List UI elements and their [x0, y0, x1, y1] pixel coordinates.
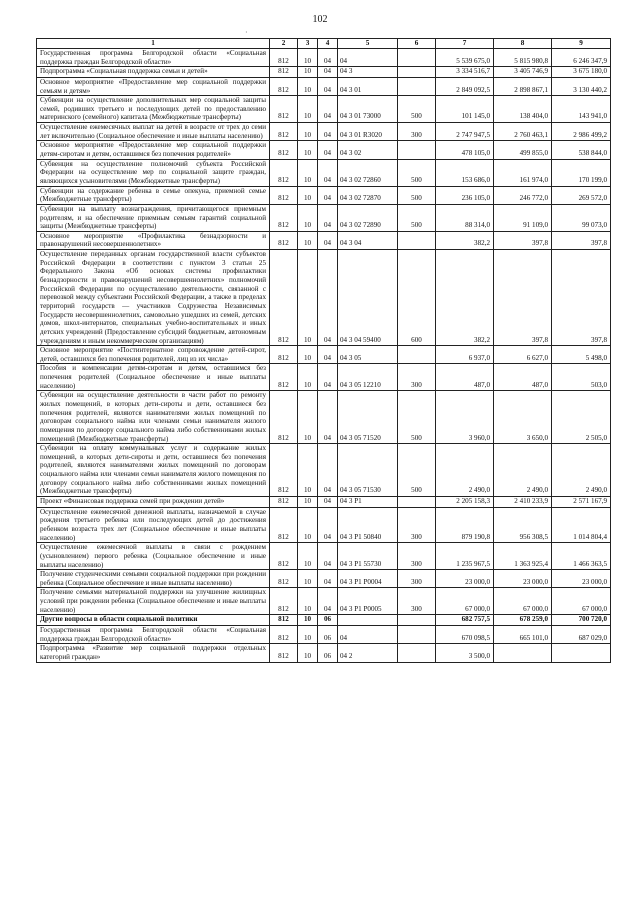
- row-name: Осуществление ежемесячной выплаты в связи с рождением (усыновлением) первого ребенка (Социальное обеспечение и иные выплаты населению): [37, 543, 270, 570]
- col-amount-year1: 67 000,0: [436, 588, 494, 615]
- col-subsection: 04: [318, 123, 338, 141]
- col-amount-year2: 678 259,0: [494, 615, 552, 626]
- col-amount-year2: [494, 644, 552, 662]
- col-subsection: 04: [318, 346, 338, 364]
- col-expense-type: [398, 141, 436, 159]
- col-subsection: 04: [318, 497, 338, 508]
- col-amount-year2: 67 000,0: [494, 588, 552, 615]
- col-expense-type: 300: [398, 123, 436, 141]
- header-cell: 4: [318, 39, 338, 49]
- col-section: 10: [298, 96, 318, 123]
- col-amount-year3: 538 844,0: [552, 141, 611, 159]
- col-amount-year3: 397,8: [552, 250, 611, 346]
- col-amount-year2: 499 855,0: [494, 141, 552, 159]
- col-expense-type: 500: [398, 159, 436, 186]
- col-section: 10: [298, 123, 318, 141]
- col-expense-type: [398, 231, 436, 249]
- col-subsection: 04: [318, 570, 338, 588]
- col-subsection: 04: [318, 364, 338, 391]
- col-section: 10: [298, 159, 318, 186]
- col-section: 10: [298, 543, 318, 570]
- col-ministry: 812: [270, 391, 298, 444]
- col-section: 10: [298, 507, 318, 543]
- col-amount-year1: 682 757,5: [436, 615, 494, 626]
- col-amount-year3: 99 073,0: [552, 204, 611, 231]
- col-amount-year1: 2 747 947,5: [436, 123, 494, 141]
- col-target-article: 04 3 05 12210: [338, 364, 398, 391]
- col-expense-type: [398, 626, 436, 644]
- col-amount-year1: 478 105,0: [436, 141, 494, 159]
- col-ministry: 812: [270, 231, 298, 249]
- table-row: [37, 250, 611, 346]
- table-row: [37, 77, 611, 95]
- col-amount-year1: 236 105,0: [436, 186, 494, 204]
- col-amount-year2: 161 974,0: [494, 159, 552, 186]
- col-subsection: 04: [318, 141, 338, 159]
- header-row: [37, 39, 611, 49]
- row-name: Субвенции на осуществление дополнительных мер социальной защиты семей, родивших третьего и последующих детей по предоставлению материнского (семейного) капитала (Межбюджетные трансферты): [37, 96, 270, 123]
- col-expense-type: 500: [398, 186, 436, 204]
- scan-mark: ·: [245, 28, 248, 37]
- col-target-article: 04 3 P1 50840: [338, 507, 398, 543]
- row-name: Субвенции на выплату вознаграждения, причитающегося приемным родителям, и на обеспечение приемным семьям гарантий социальной защиты (Межбюджетные трансферты): [37, 204, 270, 231]
- col-ministry: 812: [270, 644, 298, 662]
- col-subsection: 04: [318, 543, 338, 570]
- col-section: 10: [298, 444, 318, 497]
- table-row: [37, 96, 611, 123]
- row-name: Подпрограмма «Развитие мер социальной поддержки отдельных категорий граждан»: [37, 644, 270, 662]
- col-subsection: 04: [318, 250, 338, 346]
- col-target-article: 04 3 02 72860: [338, 159, 398, 186]
- col-amount-year3: 3 675 180,0: [552, 67, 611, 78]
- row-name: Осуществление ежемесячных выплат на детей в возрасте от трех до семи лет включительно (Социальное обеспечение и иные выплаты населению): [37, 123, 270, 141]
- col-expense-type: 300: [398, 588, 436, 615]
- col-amount-year1: 879 190,8: [436, 507, 494, 543]
- col-target-article: 04 3 01: [338, 77, 398, 95]
- col-target-article: 04 3: [338, 67, 398, 78]
- col-target-article: 04 3 04 59400: [338, 250, 398, 346]
- col-ministry: 812: [270, 49, 298, 67]
- table-row: [37, 159, 611, 186]
- col-section: 10: [298, 626, 318, 644]
- table-row: [37, 497, 611, 508]
- header-cell: 3: [298, 39, 318, 49]
- col-amount-year2: 91 109,0: [494, 204, 552, 231]
- col-amount-year2: 246 772,0: [494, 186, 552, 204]
- col-section: 10: [298, 77, 318, 95]
- col-amount-year3: 2 571 167,9: [552, 497, 611, 508]
- col-subsection: 04: [318, 96, 338, 123]
- col-subsection: 04: [318, 231, 338, 249]
- table-row: [37, 364, 611, 391]
- page-number: 102: [312, 14, 328, 25]
- col-target-article: 04 2: [338, 644, 398, 662]
- row-name: Субвенции на осуществление деятельности в части работ по ремонту жилых помещений, в которых дети-сироты и дети, оставшиеся без попечения родителей, являются нанимателями жилых помещений по договорам социального найма или членами семьи нанимателя жилого помещения по договору социального найма либо собственниками жилых помещений (Межбюджетные трансферты): [37, 391, 270, 444]
- table-row: [37, 67, 611, 78]
- row-name: Субвенция на осуществление полномочий субъекта Российской Федерации на осуществление мер по социальной защите граждан, являющихся усыновителями (Межбюджетные трансферты): [37, 159, 270, 186]
- col-amount-year3: 1 466 363,5: [552, 543, 611, 570]
- header-cell: 8: [494, 39, 552, 49]
- col-expense-type: 500: [398, 444, 436, 497]
- col-ministry: 812: [270, 615, 298, 626]
- col-expense-type: [398, 497, 436, 508]
- col-amount-year3: 2 986 499,2: [552, 123, 611, 141]
- col-section: 10: [298, 497, 318, 508]
- col-amount-year3: 67 000,0: [552, 588, 611, 615]
- col-subsection: 06: [318, 644, 338, 662]
- row-name: Получение семьями материальной поддержки на улучшение жилищных условий при рождении ребенка (Социальное обеспечение и иные выплаты населению): [37, 588, 270, 615]
- header-cell: 1: [37, 39, 270, 49]
- col-amount-year3: 6 246 347,9: [552, 49, 611, 67]
- table-row: [37, 204, 611, 231]
- col-target-article: 04 3 05: [338, 346, 398, 364]
- col-ministry: 812: [270, 346, 298, 364]
- col-amount-year1: 2 205 158,3: [436, 497, 494, 508]
- col-expense-type: 500: [398, 204, 436, 231]
- col-amount-year1: 1 235 967,5: [436, 543, 494, 570]
- table-row: [37, 346, 611, 364]
- row-name: Государственная программа Белгородской области «Социальная поддержка граждан Белгородской области»: [37, 49, 270, 67]
- col-section: 10: [298, 570, 318, 588]
- col-amount-year1: 382,2: [436, 250, 494, 346]
- col-target-article: 04 3 02 72890: [338, 204, 398, 231]
- row-name: Основное мероприятие «Предоставление мер социальной поддержки детям-сиротам и детям, оставшимся без попечения родителей»: [37, 141, 270, 159]
- col-expense-type: 500: [398, 391, 436, 444]
- col-subsection: 04: [318, 391, 338, 444]
- col-amount-year1: 487,0: [436, 364, 494, 391]
- col-amount-year3: 397,8: [552, 231, 611, 249]
- col-amount-year1: 23 000,0: [436, 570, 494, 588]
- col-section: 10: [298, 49, 318, 67]
- col-amount-year2: 2 760 463,1: [494, 123, 552, 141]
- col-subsection: 06: [318, 615, 338, 626]
- col-amount-year3: 143 941,0: [552, 96, 611, 123]
- table-row: [37, 626, 611, 644]
- table-row: [37, 543, 611, 570]
- col-ministry: 812: [270, 543, 298, 570]
- col-amount-year1: 2 849 092,5: [436, 77, 494, 95]
- col-ministry: 812: [270, 186, 298, 204]
- col-amount-year3: 2 505,0: [552, 391, 611, 444]
- col-target-article: 04 3 04: [338, 231, 398, 249]
- col-amount-year2: 2 898 867,1: [494, 77, 552, 95]
- col-subsection: 06: [318, 626, 338, 644]
- table-row: [37, 391, 611, 444]
- row-name: Получение студенческими семьями социальной поддержки при рождении ребенка (Социальное обеспечение и иные выплаты населению): [37, 570, 270, 588]
- table-row: [37, 444, 611, 497]
- row-name: Осуществление переданных органам государственной власти субъектов Российской Федерации в соответствии с пунктом 3 статьи 25 Федерального Закона «Об основах системы профилактики безнадзорности и правонарушений несовершеннолетних» полномочий Российской Федерации по осуществлению деятельности, связанной с перевозкой между субъектами Российской Федерации, а также в пределах территорий государств — участников Содружества Независимых Государств несовершеннолетних, самовольно ушедших из семей, детских домов, школ-интернатов, специальных учебно-воспитательных и иных детских учреждений (Предоставление субсидий бюджетным, автономным учреждениям и иным некоммерческим организациям): [37, 250, 270, 346]
- col-expense-type: [398, 346, 436, 364]
- col-target-article: 04: [338, 49, 398, 67]
- row-name: Осуществление ежемесячной денежной выплаты, назначаемой в случае рождения третьего ребенка или последующих детей до достижения ребенком возраста трех лет (Социальное обеспечение и иные выплаты населению): [37, 507, 270, 543]
- row-name: Субвенции на оплату коммунальных услуг и содержание жилых помещений, в которых дети-сироты и дети, оставшиеся без попечения родителей, являются нанимателями жилых помещений по договорам социального найма или членами семьи нанимателя жилого помещения по договору социального найма либо собственниками жилых помещений (Межбюджетные трансферты): [37, 444, 270, 497]
- col-amount-year3: 2 490,0: [552, 444, 611, 497]
- col-amount-year1: 6 937,0: [436, 346, 494, 364]
- col-amount-year2: 397,8: [494, 231, 552, 249]
- row-name: Основное мероприятие «Профилактика безнадзорности и правонарушений несовершеннолетних»: [37, 231, 270, 249]
- col-ministry: 812: [270, 570, 298, 588]
- col-ministry: 812: [270, 77, 298, 95]
- col-subsection: 04: [318, 507, 338, 543]
- col-ministry: 812: [270, 96, 298, 123]
- col-expense-type: 300: [398, 570, 436, 588]
- row-name: Основное мероприятие «Постинтернатное сопровождение детей-сирот, детей, оставшихся без попечения родителей, лиц из их числа»: [37, 346, 270, 364]
- col-expense-type: [398, 67, 436, 78]
- col-expense-type: 600: [398, 250, 436, 346]
- table-row: [37, 644, 611, 662]
- row-name: Проект «Финансовая поддержка семей при рождении детей»: [37, 497, 270, 508]
- col-amount-year1: 670 098,5: [436, 626, 494, 644]
- col-target-article: 04 3 01 R3020: [338, 123, 398, 141]
- table-row: [37, 123, 611, 141]
- col-ministry: 812: [270, 507, 298, 543]
- col-expense-type: [398, 49, 436, 67]
- col-amount-year2: 2 490,0: [494, 444, 552, 497]
- col-section: 10: [298, 588, 318, 615]
- col-amount-year3: 503,0: [552, 364, 611, 391]
- table-row: [37, 570, 611, 588]
- col-ministry: 812: [270, 141, 298, 159]
- col-ministry: 812: [270, 626, 298, 644]
- col-expense-type: [398, 615, 436, 626]
- col-amount-year1: 3 960,0: [436, 391, 494, 444]
- col-expense-type: 300: [398, 543, 436, 570]
- col-target-article: 04 3 01 73000: [338, 96, 398, 123]
- col-amount-year2: 1 363 925,4: [494, 543, 552, 570]
- col-amount-year1: 3 334 516,7: [436, 67, 494, 78]
- header-cell: 6: [398, 39, 436, 49]
- col-section: 10: [298, 391, 318, 444]
- table-row: [37, 507, 611, 543]
- col-amount-year3: 700 720,0: [552, 615, 611, 626]
- col-target-article: 04: [338, 626, 398, 644]
- col-amount-year3: 3 130 440,2: [552, 77, 611, 95]
- col-section: 10: [298, 231, 318, 249]
- col-amount-year3: 5 498,0: [552, 346, 611, 364]
- col-ministry: 812: [270, 123, 298, 141]
- col-amount-year2: 665 101,0: [494, 626, 552, 644]
- col-target-article: 04 3 P1 P0004: [338, 570, 398, 588]
- col-amount-year2: 3 405 746,9: [494, 67, 552, 78]
- col-subsection: 04: [318, 588, 338, 615]
- col-section: 10: [298, 615, 318, 626]
- col-subsection: 04: [318, 186, 338, 204]
- col-amount-year2: 487,0: [494, 364, 552, 391]
- col-amount-year3: 170 199,0: [552, 159, 611, 186]
- col-section: 10: [298, 186, 318, 204]
- col-expense-type: 500: [398, 96, 436, 123]
- col-section: 10: [298, 644, 318, 662]
- col-amount-year2: 6 627,0: [494, 346, 552, 364]
- budget-table: [36, 38, 611, 663]
- col-section: 10: [298, 364, 318, 391]
- col-target-article: 04 3 P1: [338, 497, 398, 508]
- col-amount-year1: 5 539 675,0: [436, 49, 494, 67]
- row-name: Подпрограмма «Социальная поддержка семьи и детей»: [37, 67, 270, 78]
- col-ministry: 812: [270, 497, 298, 508]
- col-target-article: 04 3 05 71520: [338, 391, 398, 444]
- col-amount-year3: 1 014 804,4: [552, 507, 611, 543]
- col-amount-year2: 956 308,5: [494, 507, 552, 543]
- header-cell: 9: [552, 39, 611, 49]
- col-amount-year2: 2 410 233,9: [494, 497, 552, 508]
- header-cell: 2: [270, 39, 298, 49]
- col-amount-year2: 138 404,0: [494, 96, 552, 123]
- table-row: [37, 49, 611, 67]
- col-subsection: 04: [318, 67, 338, 78]
- col-ministry: 812: [270, 159, 298, 186]
- col-amount-year1: 153 686,0: [436, 159, 494, 186]
- col-section: 10: [298, 67, 318, 78]
- col-section: 10: [298, 250, 318, 346]
- col-expense-type: 300: [398, 507, 436, 543]
- col-amount-year3: 23 000,0: [552, 570, 611, 588]
- col-expense-type: [398, 77, 436, 95]
- table-row: [37, 141, 611, 159]
- table-row: [37, 231, 611, 249]
- row-name: Государственная программа Белгородской области «Социальная поддержка граждан Белгородской области»: [37, 626, 270, 644]
- col-amount-year1: 88 314,0: [436, 204, 494, 231]
- col-amount-year2: 397,8: [494, 250, 552, 346]
- col-amount-year3: 687 029,0: [552, 626, 611, 644]
- col-target-article: 04 3 P1 P0005: [338, 588, 398, 615]
- col-amount-year3: [552, 644, 611, 662]
- col-ministry: 812: [270, 444, 298, 497]
- col-section: 10: [298, 346, 318, 364]
- col-amount-year1: 382,2: [436, 231, 494, 249]
- col-subsection: 04: [318, 77, 338, 95]
- col-amount-year1: 2 490,0: [436, 444, 494, 497]
- col-ministry: 812: [270, 364, 298, 391]
- col-expense-type: [398, 644, 436, 662]
- col-subsection: 04: [318, 49, 338, 67]
- row-name: Основное мероприятие «Предоставление мер социальной поддержки семьям и детям»: [37, 77, 270, 95]
- col-amount-year1: 101 145,0: [436, 96, 494, 123]
- col-target-article: 04 3 02 72870: [338, 186, 398, 204]
- col-target-article: 04 3 02: [338, 141, 398, 159]
- col-target-article: [338, 615, 398, 626]
- row-name: Субвенции на содержание ребенка в семье опекуна, приемной семье (Межбюджетные трансферты): [37, 186, 270, 204]
- col-amount-year3: 269 572,0: [552, 186, 611, 204]
- col-subsection: 04: [318, 444, 338, 497]
- col-ministry: 812: [270, 250, 298, 346]
- col-section: 10: [298, 204, 318, 231]
- col-amount-year2: 23 000,0: [494, 570, 552, 588]
- col-amount-year1: 3 500,0: [436, 644, 494, 662]
- table-row: [37, 186, 611, 204]
- col-target-article: 04 3 P1 55730: [338, 543, 398, 570]
- table-row: [37, 615, 611, 626]
- header-cell: 7: [436, 39, 494, 49]
- col-amount-year2: 3 650,0: [494, 391, 552, 444]
- col-amount-year2: 5 815 980,8: [494, 49, 552, 67]
- col-expense-type: 300: [398, 364, 436, 391]
- col-target-article: 04 3 05 71530: [338, 444, 398, 497]
- col-ministry: 812: [270, 67, 298, 78]
- col-section: 10: [298, 141, 318, 159]
- row-name: Пособия и компенсации детям-сиротам и детям, оставшимся без попечения родителей (Социальное обеспечение и иные выплаты населению): [37, 364, 270, 391]
- row-name: Другие вопросы в области социальной политики: [37, 615, 270, 626]
- table-row: [37, 588, 611, 615]
- col-ministry: 812: [270, 588, 298, 615]
- header-cell: 5: [338, 39, 398, 49]
- col-ministry: 812: [270, 204, 298, 231]
- col-subsection: 04: [318, 204, 338, 231]
- col-subsection: 04: [318, 159, 338, 186]
